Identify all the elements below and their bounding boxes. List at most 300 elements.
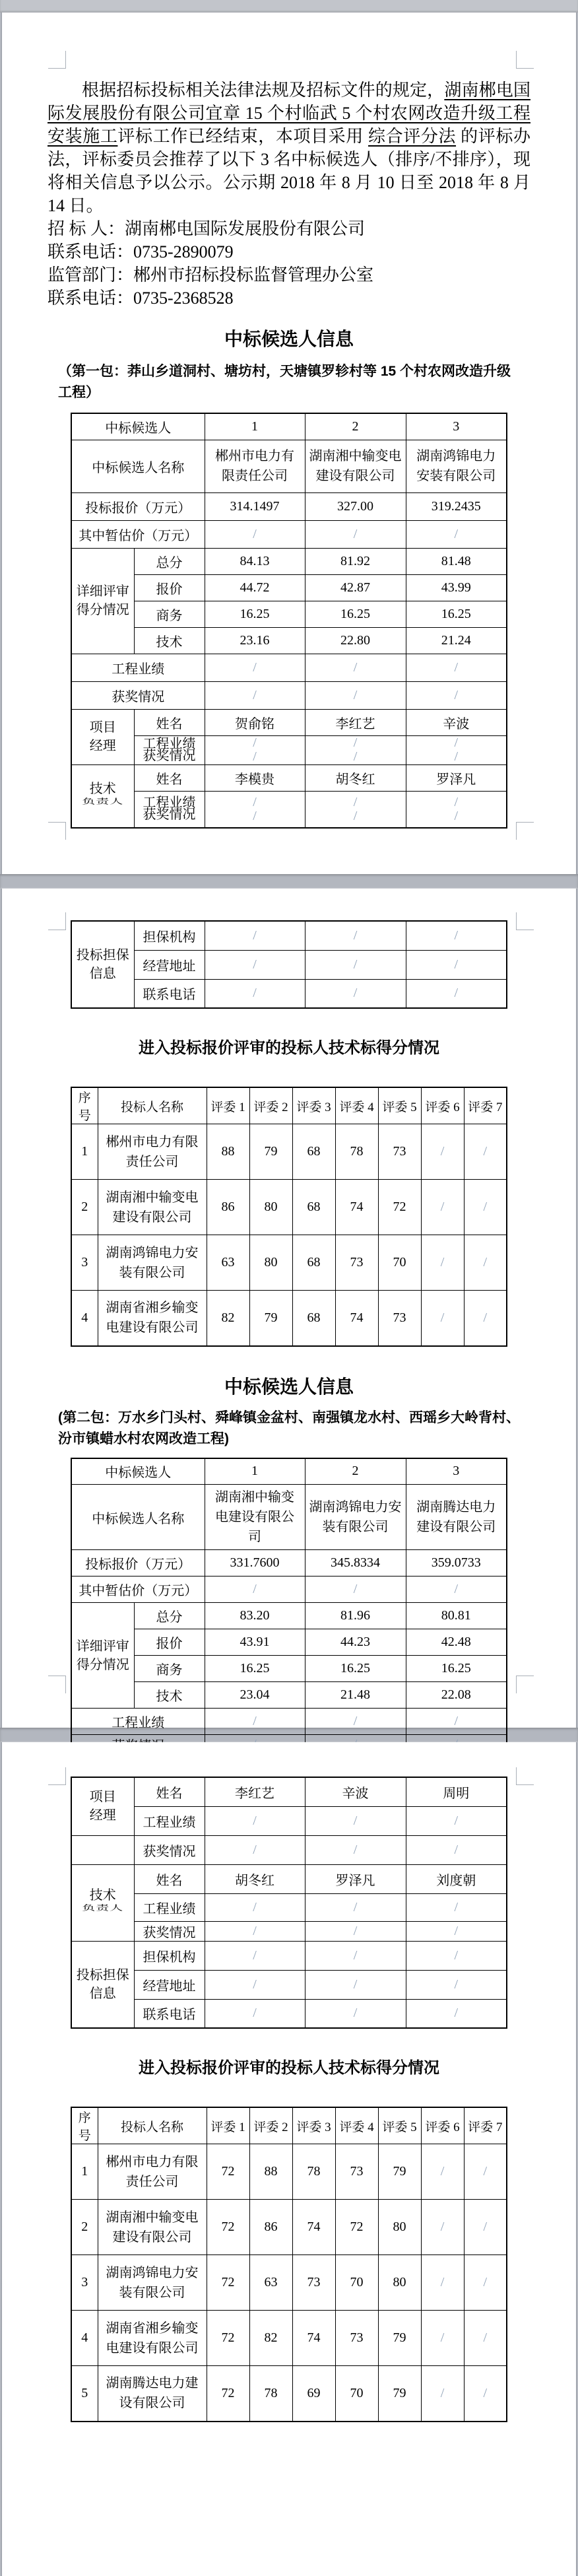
slash-cell: / xyxy=(305,1999,406,2028)
judge-score: 68 xyxy=(292,1124,335,1180)
tech-name: 胡冬红 xyxy=(205,1864,305,1893)
row-no: 5 xyxy=(71,2366,98,2422)
bidder-name: 湖南湘中输变电建设有限公司 xyxy=(98,1180,207,1235)
candidate-name: 湖南湘中输变电建设有限公司 xyxy=(205,1485,305,1550)
page-1 xyxy=(1,13,577,874)
performance-label: 工程业绩 xyxy=(134,1893,205,1921)
detail-score-label-2: 得分情况 xyxy=(76,603,129,617)
judge-score: 74 xyxy=(292,2311,335,2366)
bidder-name: 湖南腾达电力建设有限公司 xyxy=(98,2366,207,2422)
judge-header: 评委 7 xyxy=(464,1087,507,1124)
judge-score: 70 xyxy=(335,2255,378,2311)
judge-score: 79 xyxy=(249,1291,292,1346)
tech-lead-label-1: 技术 xyxy=(89,781,116,796)
judge-score: 86 xyxy=(249,2200,292,2255)
slash-cell: / xyxy=(205,921,305,950)
total-score: 84.13 xyxy=(205,548,305,574)
judge-header: 评委 1 xyxy=(207,1087,249,1124)
business-score: 16.25 xyxy=(305,601,406,627)
price-score: 43.91 xyxy=(205,1629,305,1656)
guarantee-label-1: 投标担保 xyxy=(76,948,129,963)
guarantee-addr-label: 经营地址 xyxy=(134,950,205,979)
total-label: 总分 xyxy=(134,548,205,574)
slash-cell: / xyxy=(305,1970,406,1999)
slash-cell: / xyxy=(464,2366,507,2422)
detail-score-label-1: 详细评审 xyxy=(76,1639,129,1654)
slash-cell: / xyxy=(464,2255,507,2311)
candidate-table-2-continued xyxy=(71,1777,507,2029)
slash-cell: / xyxy=(205,1941,305,1970)
slash-cell: / xyxy=(305,1921,406,1941)
judge-score: 73 xyxy=(378,1291,421,1346)
text-boundary-mark xyxy=(48,822,66,840)
judge-score: 74 xyxy=(335,1291,378,1346)
row-no: 1 xyxy=(71,1124,98,1180)
guarantee-label xyxy=(71,1941,134,2028)
judge-score: 79 xyxy=(249,1124,292,1180)
candidate-name-label: 中标候选人名称 xyxy=(71,1485,205,1550)
bid-price-label: 投标报价（万元） xyxy=(71,492,205,520)
slash-cell: / xyxy=(305,979,406,1008)
tech-score-label: 技术 xyxy=(134,1682,205,1709)
judge-score: 74 xyxy=(335,1180,378,1235)
judge-header: 评委 7 xyxy=(464,2107,507,2144)
slash-cell: / xyxy=(406,1941,507,1970)
slash-cell: / / xyxy=(305,735,406,764)
price-score: 43.99 xyxy=(406,574,507,601)
tech-name: 胡冬红 xyxy=(305,764,406,791)
candidate-name-label: 中标候选人名称 xyxy=(71,440,205,492)
slash-cell: / xyxy=(464,1180,507,1235)
guarantee-table-1 xyxy=(71,920,507,1009)
bid-price: 314.1497 xyxy=(205,492,305,520)
business-score: 16.25 xyxy=(205,601,305,627)
bidder-name: 湖南湘中输变电建设有限公司 xyxy=(98,2200,207,2255)
slash-cell: / xyxy=(421,1235,464,1291)
business-score: 16.25 xyxy=(406,601,507,627)
bid-price: 331.7600 xyxy=(205,1550,305,1576)
tech-score: 21.24 xyxy=(406,627,507,654)
pm-performance-award-label xyxy=(134,735,205,764)
slash-cell: / xyxy=(205,681,305,709)
judge-score: 63 xyxy=(207,1235,249,1291)
judge-header: 评委 5 xyxy=(378,1087,421,1124)
name-label: 姓名 xyxy=(134,764,205,791)
slash-cell: / xyxy=(464,1235,507,1291)
judge-score: 88 xyxy=(249,2144,292,2200)
slash-cell: / xyxy=(205,520,305,548)
slash-cell: / xyxy=(205,654,305,681)
judge-score: 63 xyxy=(249,2255,292,2311)
price-score: 44.72 xyxy=(205,574,305,601)
slash-cell: / xyxy=(305,950,406,979)
judge-score: 80 xyxy=(249,1235,292,1291)
supervisor-line: 监管部门：郴州市招标投标监督管理办公室 xyxy=(48,265,374,285)
performance-label: 工程业绩 xyxy=(71,1709,205,1735)
judge-header: 评委 1 xyxy=(207,2107,249,2144)
total-score: 83.20 xyxy=(205,1603,305,1629)
score-table-2-title: 进入投标报价评审的投标人技术标得分情况 xyxy=(139,2059,439,2077)
bid-price: 327.00 xyxy=(305,492,406,520)
judge-score: 72 xyxy=(335,2200,378,2255)
judge-score: 70 xyxy=(335,2366,378,2422)
total-score: 81.48 xyxy=(406,548,507,574)
bidder-name-header: 投标人名称 xyxy=(98,1087,207,1124)
slash-cell: / xyxy=(205,1835,305,1864)
text-boundary-mark xyxy=(48,1767,66,1785)
bidder-line: 招 标 人：湖南郴电国际发展股份有限公司 xyxy=(48,219,366,238)
section1-subtitle: （第一包：莽山乡道洞村、塘坊村，天塘镇罗轸村等 15 个村农网改造升级工程） xyxy=(58,364,511,400)
slash-cell: / xyxy=(205,1970,305,1999)
detail-score-label-2: 得分情况 xyxy=(76,1657,129,1672)
judge-score: 72 xyxy=(378,1180,421,1235)
slash-cell: / xyxy=(305,1893,406,1921)
slash-cell: / xyxy=(406,979,507,1008)
slash-cell: / xyxy=(305,1806,406,1835)
judge-score: 68 xyxy=(292,1291,335,1346)
phone-line-2: 联系电话：0735-2368528 xyxy=(48,288,234,308)
judge-header: 评委 4 xyxy=(335,1087,378,1124)
slash-cell: / xyxy=(205,1921,305,1941)
slash-cell: / xyxy=(464,2311,507,2366)
seq-header: 序号 xyxy=(71,2107,98,2144)
page-gap-top xyxy=(0,0,578,13)
phone-line-1: 联系电话：0735-2890079 xyxy=(48,242,234,261)
rank-1: 1 xyxy=(205,413,305,440)
row-no: 3 xyxy=(71,1235,98,1291)
slash-cell: / xyxy=(205,950,305,979)
slash-cell: / xyxy=(305,654,406,681)
page-3 xyxy=(1,1742,577,2576)
project-manager-label-1: 项目 xyxy=(89,720,116,735)
section2-title: 中标候选人信息 xyxy=(224,1376,354,1397)
row-no: 4 xyxy=(71,2311,98,2366)
pm-name: 李红艺 xyxy=(305,709,406,735)
judge-score: 73 xyxy=(292,2255,335,2311)
intro-method: 综合评分法 xyxy=(368,127,457,146)
judge-score: 80 xyxy=(249,1180,292,1235)
candidate-table-2 xyxy=(71,1458,507,1756)
slash-cell: / xyxy=(205,1576,305,1603)
guarantee-phone-label: 联系电话 xyxy=(134,979,205,1008)
tech-score: 21.48 xyxy=(305,1682,406,1709)
estimate-label: 其中暂估价（万元） xyxy=(71,520,205,548)
name-label: 姓名 xyxy=(134,1777,205,1806)
slash-cell: / xyxy=(205,1709,305,1735)
judge-score: 79 xyxy=(378,2311,421,2366)
business-score-label: 商务 xyxy=(134,601,205,627)
seq-header: 序号 xyxy=(71,1087,98,1124)
candidate-name: 湖南鸿锦电力安装有限公司 xyxy=(406,440,507,492)
slash-cell: / xyxy=(421,2200,464,2255)
slash-cell: / xyxy=(205,1806,305,1835)
slash-cell: / / xyxy=(406,735,507,764)
tech-lead-label-1: 技术 xyxy=(89,1888,116,1903)
judge-header: 评委 6 xyxy=(421,2107,464,2144)
total-label: 总分 xyxy=(134,1603,205,1629)
price-score: 44.23 xyxy=(305,1629,406,1656)
slash-cell: / xyxy=(406,654,507,681)
candidate-name: 湖南鸿锦电力安装有限公司 xyxy=(305,1485,406,1550)
tech-lead-label xyxy=(71,1864,134,1941)
guarantee-label-2: 信息 xyxy=(89,966,116,981)
intro-seg-1: 根据招标投标相关法律法规及招标文件的规定， xyxy=(82,81,445,100)
slash-cell: / xyxy=(406,1835,507,1864)
guarantee-addr-label: 经营地址 xyxy=(134,1970,205,1999)
project-manager-label-2: 经理 xyxy=(89,1808,116,1823)
page-gap xyxy=(0,874,578,889)
guarantee-org-label: 担保机构 xyxy=(134,921,205,950)
tech-score-label: 技术 xyxy=(134,627,205,654)
candidate-name: 湖南腾达电力建设有限公司 xyxy=(406,1485,507,1550)
rank-2: 2 xyxy=(305,1458,406,1485)
bidder-name: 湖南省湘乡输变电建设有限公司 xyxy=(98,2311,207,2366)
business-score: 16.25 xyxy=(406,1656,507,1682)
bid-price: 319.2435 xyxy=(406,492,507,520)
candidate-label: 中标候选人 xyxy=(71,1458,205,1485)
bid-price: 359.0733 xyxy=(406,1550,507,1576)
tech-performance-award-label xyxy=(134,791,205,828)
bidder-name: 湖南鸿锦电力安装有限公司 xyxy=(98,2255,207,2311)
rank-1: 1 xyxy=(205,1458,305,1485)
row-no: 2 xyxy=(71,2200,98,2255)
judge-score: 70 xyxy=(378,1235,421,1291)
candidate-name: 湖南湘中输变电建设有限公司 xyxy=(305,440,406,492)
tech-score: 23.04 xyxy=(205,1682,305,1709)
slash-cell: / / xyxy=(205,791,305,828)
guarantee-label xyxy=(71,921,134,1008)
award-label: 获奖情况 xyxy=(71,681,205,709)
judge-score: 72 xyxy=(207,2144,249,2200)
intro-project-name: 湖南郴电国际发展股份有限公司宜章 15 个村临武 5 个村农网改造升级工程安装施工 xyxy=(48,81,530,146)
page-2 xyxy=(1,889,577,1728)
rank-3: 3 xyxy=(406,1458,507,1485)
judge-score: 73 xyxy=(335,1235,378,1291)
bidder-name-header: 投标人名称 xyxy=(98,2107,207,2144)
price-score: 42.87 xyxy=(305,574,406,601)
slash-cell: / / xyxy=(205,735,305,764)
slash-cell: / xyxy=(406,1709,507,1735)
price-score-label: 报价 xyxy=(134,1629,205,1656)
performance-label: 工程业绩 xyxy=(134,1806,205,1835)
detail-score-label xyxy=(71,1603,134,1709)
text-boundary-mark xyxy=(516,912,534,930)
award-label: 获奖情况 xyxy=(143,748,196,763)
tech-lead-label-2: 负责人 xyxy=(82,1904,124,1913)
guarantee-org-label: 担保机构 xyxy=(134,1941,205,1970)
row-no: 1 xyxy=(71,2144,98,2200)
guarantee-label-1: 投标担保 xyxy=(76,1967,129,1983)
bidder-name: 湖南省湘乡输变电建设有限公司 xyxy=(98,1291,207,1346)
judge-score: 78 xyxy=(249,2366,292,2422)
slash-cell: / xyxy=(305,921,406,950)
judge-score: 88 xyxy=(207,1124,249,1180)
slash-cell: / xyxy=(406,921,507,950)
judge-score: 73 xyxy=(335,2144,378,2200)
judge-score: 78 xyxy=(292,2144,335,2200)
slash-cell: / / xyxy=(305,791,406,828)
score-table-1-title: 进入投标报价评审的投标人技术标得分情况 xyxy=(139,1039,439,1057)
detail-score-label-1: 详细评审 xyxy=(76,584,129,599)
award-label: 获奖情况 xyxy=(134,1835,205,1864)
text-boundary-mark xyxy=(516,1676,534,1693)
slash-cell: / xyxy=(421,2366,464,2422)
bidder-name: 郴州市电力有限责任公司 xyxy=(98,2144,207,2200)
name-label: 姓名 xyxy=(134,1864,205,1893)
tech-score: 22.80 xyxy=(305,627,406,654)
judge-score: 72 xyxy=(207,2311,249,2366)
performance-label: 工程业绩 xyxy=(143,796,196,811)
slash-cell: / xyxy=(305,520,406,548)
slash-cell: / xyxy=(406,1970,507,1999)
score-table-1 xyxy=(71,1087,507,1347)
slash-cell: / xyxy=(305,1835,406,1864)
pm-name: 李红艺 xyxy=(205,1777,305,1806)
price-score-label: 报价 xyxy=(134,574,205,601)
slash-cell: / xyxy=(406,1999,507,2028)
slash-cell: / xyxy=(406,1806,507,1835)
judge-score: 68 xyxy=(292,1180,335,1235)
detail-score-label xyxy=(71,548,134,654)
pm-name: 辛波 xyxy=(406,709,507,735)
tech-score: 22.08 xyxy=(406,1682,507,1709)
judge-score: 86 xyxy=(207,1180,249,1235)
pm-name: 贺俞铭 xyxy=(205,709,305,735)
project-manager-label xyxy=(71,1777,134,1835)
judge-score: 80 xyxy=(378,2200,421,2255)
bid-price: 345.8334 xyxy=(305,1550,406,1576)
section2-subtitle: (第二包：万水乡门头村、舜峰镇金盆村、南强镇龙水村、西瑶乡大岭背村、汾市镇蜡水村农网改造工程) xyxy=(58,1409,520,1446)
slash-cell: / xyxy=(464,2200,507,2255)
award-label: 获奖情况 xyxy=(134,1921,205,1941)
pm-name: 周明 xyxy=(406,1777,507,1806)
slash-cell: / xyxy=(406,1893,507,1921)
performance-label: 工程业绩 xyxy=(71,654,205,681)
intro-seg-5: 的评标办法，评标委员会推荐了以下 3 名中标候选人（排序/不排序），现将相关信息予以公示。公示期 2018 年 8 月 10 日至 2018 年 8 月 14 日。 xyxy=(48,127,530,215)
judge-score: 80 xyxy=(378,2255,421,2311)
slash-cell: / xyxy=(305,1709,406,1735)
judge-score: 79 xyxy=(378,2366,421,2422)
judge-score: 74 xyxy=(292,2200,335,2255)
estimate-label: 其中暂估价（万元） xyxy=(71,1576,205,1603)
judge-header: 评委 3 xyxy=(292,2107,335,2144)
text-boundary-mark xyxy=(48,51,66,69)
slash-cell: / xyxy=(421,2144,464,2200)
total-score: 81.96 xyxy=(305,1603,406,1629)
judge-header: 评委 3 xyxy=(292,1087,335,1124)
award-label: 获奖情况 xyxy=(143,807,196,823)
judge-header: 评委 2 xyxy=(249,1087,292,1124)
slash-cell: / xyxy=(305,681,406,709)
candidate-name: 郴州市电力有限责任公司 xyxy=(205,440,305,492)
judge-score: 73 xyxy=(335,2311,378,2366)
judge-score: 79 xyxy=(378,2144,421,2200)
price-score: 42.48 xyxy=(406,1629,507,1656)
rank-3: 3 xyxy=(406,413,507,440)
tech-score: 23.16 xyxy=(205,627,305,654)
text-boundary-mark xyxy=(516,822,534,840)
candidate-label: 中标候选人 xyxy=(71,413,205,440)
bidder-name: 湖南鸿锦电力安装有限公司 xyxy=(98,1235,207,1291)
judge-header: 评委 4 xyxy=(335,2107,378,2144)
judge-score: 69 xyxy=(292,2366,335,2422)
judge-score: 78 xyxy=(335,1124,378,1180)
text-boundary-mark xyxy=(48,1676,66,1693)
rank-2: 2 xyxy=(305,413,406,440)
project-manager-label-1: 项目 xyxy=(89,1790,116,1805)
slash-cell: / xyxy=(406,681,507,709)
slash-cell: / xyxy=(421,1124,464,1180)
slash-cell: / xyxy=(406,520,507,548)
total-score: 80.81 xyxy=(406,1603,507,1629)
tech-name: 罗泽凡 xyxy=(305,1864,406,1893)
slash-cell: / xyxy=(421,1180,464,1235)
row-no: 4 xyxy=(71,1291,98,1346)
slash-cell: / xyxy=(421,2255,464,2311)
slash-cell: / xyxy=(305,1576,406,1603)
intro-seg-3: 评标工作已经结束，本项目采用 xyxy=(117,127,368,146)
text-boundary-mark xyxy=(516,51,534,69)
judge-score: 82 xyxy=(249,2311,292,2366)
slash-cell: / xyxy=(305,1941,406,1970)
judge-score: 72 xyxy=(207,2366,249,2422)
slash-cell: / / xyxy=(406,791,507,828)
slash-cell: / xyxy=(464,1124,507,1180)
judge-header: 评委 2 xyxy=(249,2107,292,2144)
slash-cell: / xyxy=(205,979,305,1008)
empty-cell xyxy=(71,1835,134,1864)
section1-title: 中标候选人信息 xyxy=(224,329,354,349)
row-no: 2 xyxy=(71,1180,98,1235)
row-no: 3 xyxy=(71,2255,98,2311)
judge-score: 68 xyxy=(292,1235,335,1291)
judge-header: 评委 5 xyxy=(378,2107,421,2144)
business-score: 16.25 xyxy=(205,1656,305,1682)
text-boundary-mark xyxy=(48,912,66,930)
tech-lead-label-2: 负责人 xyxy=(82,797,124,806)
slash-cell: / xyxy=(406,1921,507,1941)
intro-paragraph xyxy=(48,79,530,217)
judge-score: 73 xyxy=(378,1124,421,1180)
slash-cell: / xyxy=(464,2144,507,2200)
judge-score: 82 xyxy=(207,1291,249,1346)
bidder-name: 郴州市电力有限责任公司 xyxy=(98,1124,207,1180)
tech-lead-label xyxy=(71,764,134,828)
judge-score: 72 xyxy=(207,2255,249,2311)
slash-cell: / xyxy=(406,1576,507,1603)
slash-cell: / xyxy=(205,1893,305,1921)
bid-price-label: 投标报价（万元） xyxy=(71,1550,205,1576)
slash-cell: / xyxy=(421,1291,464,1346)
slash-cell: / xyxy=(421,2311,464,2366)
slash-cell: / xyxy=(406,950,507,979)
tech-name: 罗泽凡 xyxy=(406,764,507,791)
pm-name: 辛波 xyxy=(305,1777,406,1806)
project-manager-label-2: 经理 xyxy=(89,739,116,753)
slash-cell: / xyxy=(464,1291,507,1346)
name-label: 姓名 xyxy=(134,709,205,735)
performance-label: 工程业绩 xyxy=(143,736,196,751)
business-score: 16.25 xyxy=(305,1656,406,1682)
judge-score: 72 xyxy=(207,2200,249,2255)
guarantee-label-2: 信息 xyxy=(89,1986,116,2001)
project-manager-label xyxy=(71,709,134,764)
tech-name: 刘度朝 xyxy=(406,1864,507,1893)
text-boundary-mark xyxy=(516,1767,534,1785)
score-table-2 xyxy=(71,2107,507,2422)
candidate-table-1 xyxy=(71,413,507,829)
business-score-label: 商务 xyxy=(134,1656,205,1682)
